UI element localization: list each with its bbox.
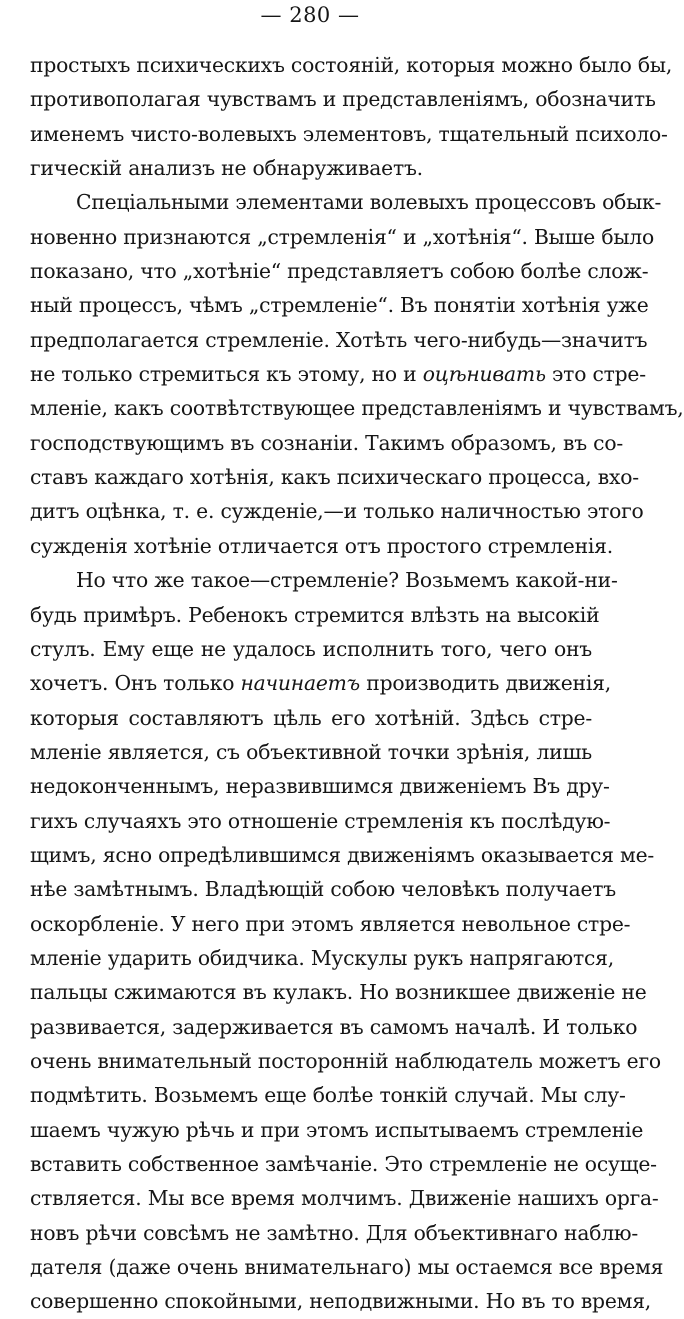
text-segment: хочетъ. Онъ только [30, 671, 241, 696]
text-line: показано, что „хотѣніе“ представляетъ собою болѣе слож- [30, 259, 649, 284]
text-line: ствляется. Мы все время молчимъ. Движеніе нашихъ орга- [30, 1186, 659, 1211]
text-line: мленіе является, съ объективной точки зрѣнія, лишь [30, 739, 592, 764]
text-line: новенно признаются „стремленія“ и „хотѣнія“. Выше было [30, 224, 654, 249]
text-line: гихъ случаяхъ это отношеніе стремленія къ послѣдую- [30, 808, 611, 833]
text-line: простыхъ психическихъ состояній, которыя можно было бы, [30, 53, 673, 77]
text-line: недоконченнымъ, неразвившимся движеніемъ Въ дру- [30, 774, 610, 799]
text-line: оскорбленіе. У него при этомъ является невольное стре- [30, 911, 631, 936]
text-line: развивается, задерживается въ самомъ началѣ. И только [30, 1014, 638, 1039]
emphasized-word: оцѣнивать [422, 362, 546, 387]
text-line: новъ рѣчи совсѣмъ не замѣтно. Для объективнаго наблю- [30, 1220, 639, 1245]
text-segment: производить движенія, [360, 671, 612, 696]
text-line: именемъ чисто-волевыхъ элементовъ, тщательный психоло- [30, 121, 668, 146]
text-line: щимъ, ясно опредѣлившимся движеніямъ оказывается ме- [30, 842, 655, 867]
text-line: которыя составляютъ цѣль его хотѣній. Здѣсь стре- [30, 705, 592, 730]
text-line: подмѣтить. Возьмемъ еще болѣе тонкій случай. Мы слу- [30, 1083, 626, 1108]
page-number: — 280 — [260, 3, 360, 27]
body-text [30, 48, 684, 1319]
text-line: гическій анализъ не обнаруживаетъ. [30, 156, 423, 181]
text-line: ставъ каждаго хотѣнія, какъ психическаго процесса, вхо- [30, 465, 639, 490]
text-line: мленіе, какъ соотвѣтствующее представленіямъ и чувствамъ, [30, 396, 684, 421]
text-line: сужденія хотѣніе отличается отъ простого стремленія. [30, 533, 614, 558]
text-line: мленіе ударить обидчика. Мускулы рукъ напрягаются, [30, 945, 615, 970]
text-line: Но что же такое—стремленіе? Возьмемъ какой-ни- [76, 568, 618, 593]
text-line: Спеціальными элементами волевыхъ процессовъ обык- [76, 190, 662, 215]
text-line: шаемъ чужую рѣчь и при этомъ испытываемъ стремленіе [30, 1117, 644, 1142]
text-line: нѣе замѣтнымъ. Владѣющій собою человѣкъ получаетъ [30, 877, 617, 902]
text-line: очень внимательный посторонній наблюдатель можетъ его [30, 1048, 661, 1073]
text-line: совершенно спокойными, неподвижными. Но въ то время, [30, 1289, 652, 1314]
text-line: вставить собственное замѣчаніе. Это стремленіе не осуще- [30, 1152, 657, 1176]
text-line: господствующимъ въ сознаніи. Такимъ образомъ, въ со- [30, 430, 623, 455]
text-line: стулъ. Ему еще не удалось исполнить того, чего онъ [30, 636, 592, 661]
text-line: предполагается стремленіе. Хотѣть чего-нибудь—значитъ [30, 327, 648, 352]
text-segment: это стре- [545, 362, 646, 387]
text-line: дателя (даже очень внимательнаго) мы остаемся все время [30, 1255, 664, 1280]
text-line: пальцы сжимаются въ кулакъ. Но возникшее движеніе не [30, 980, 647, 1005]
text-line: будь примѣръ. Ребенокъ стремится влѣзть на высокій [30, 602, 600, 627]
text-line: ный процессъ, чѣмъ „стремленіе“. Въ понятіи хотѣнія уже [30, 293, 649, 318]
emphasized-word: начинаетъ [240, 671, 360, 696]
text-segment: не только стремиться къ этому, но и [30, 362, 423, 387]
text-line [30, 666, 612, 700]
text-line [30, 357, 646, 391]
text-line: противополагая чувствамъ и представленіямъ, обозначить [30, 87, 656, 112]
text-line: дитъ оцѣнка, т. е. сужденіе,—и только наличностью этого [30, 499, 644, 524]
